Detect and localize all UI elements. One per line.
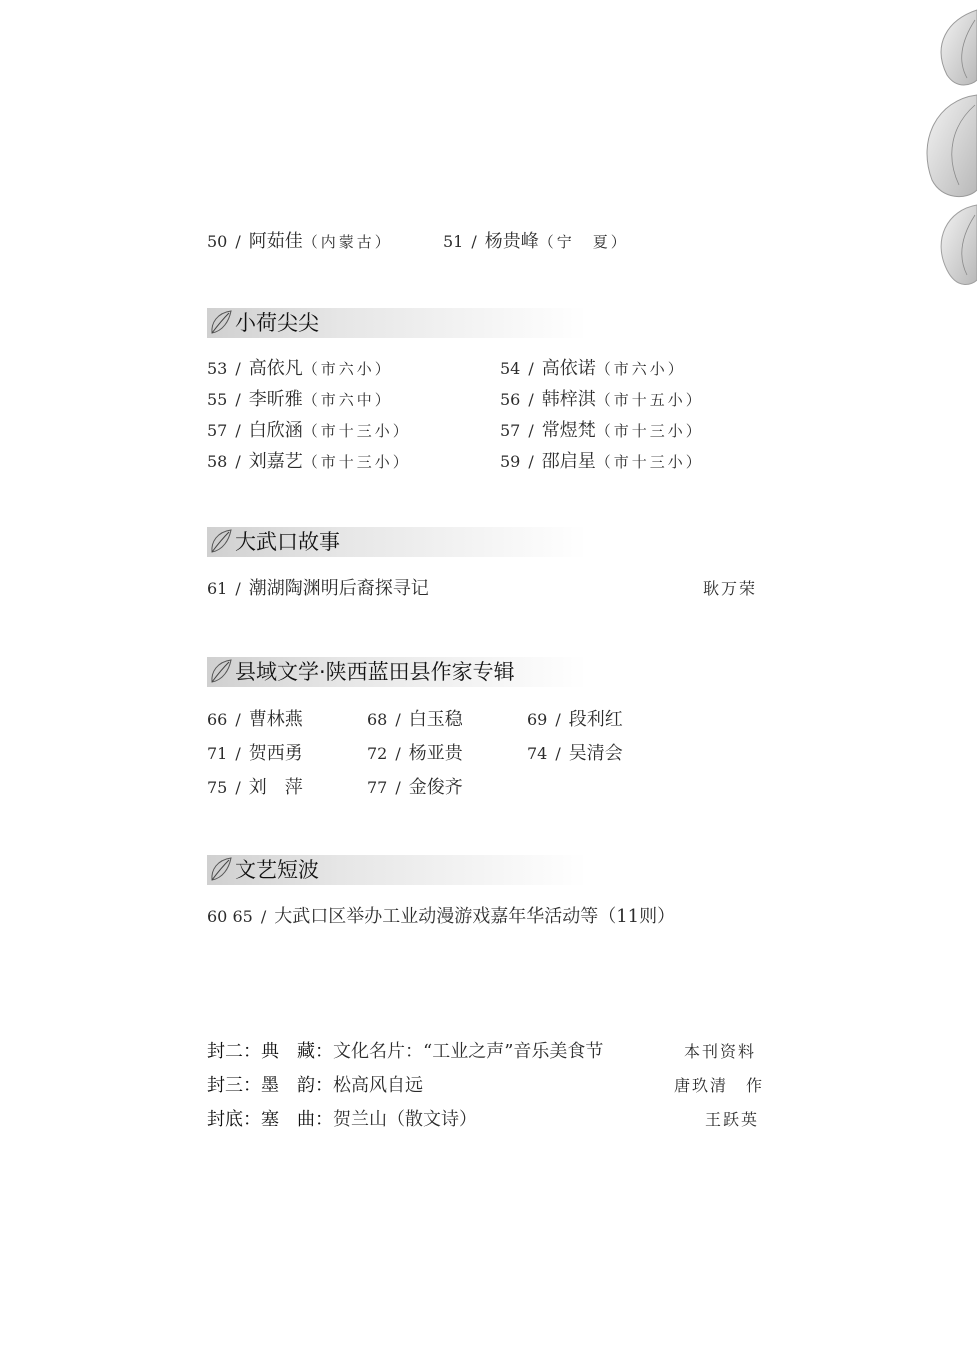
list-item[interactable] bbox=[367, 741, 463, 767]
author-name: 白玉稳 bbox=[408, 709, 463, 730]
page-number: 60 65 bbox=[207, 907, 253, 926]
author-name: 贺西勇 bbox=[248, 743, 303, 764]
separator: / bbox=[235, 390, 241, 409]
list-item[interactable] bbox=[207, 418, 411, 444]
page-number: 71 bbox=[207, 744, 228, 763]
separator: / bbox=[555, 744, 561, 763]
section-title: 县域文学·陕西蓝田县作家专辑 bbox=[235, 660, 515, 684]
author-name: 常煜梵 bbox=[541, 420, 596, 441]
cover-label: 封底：塞 曲： bbox=[207, 1109, 333, 1130]
article-title: 潮湖陶渊明后裔探寻记 bbox=[248, 578, 429, 599]
author-name: 白欣涵 bbox=[248, 420, 303, 441]
list-item[interactable] bbox=[207, 904, 675, 930]
separator: / bbox=[235, 452, 241, 471]
cover-label: 封三：墨 韵： bbox=[207, 1075, 333, 1096]
affiliation: （市六中） bbox=[302, 391, 393, 409]
page-number: 68 bbox=[367, 710, 388, 729]
leaf-icon bbox=[209, 528, 233, 554]
page-number: 56 bbox=[500, 390, 521, 409]
author-name: 杨贵峰 bbox=[484, 231, 539, 252]
list-item[interactable] bbox=[207, 576, 429, 602]
author-name: 金俊齐 bbox=[408, 777, 463, 798]
cover-label: 封二：典 藏： bbox=[207, 1041, 333, 1062]
author-name: 杨亚贵 bbox=[408, 743, 463, 764]
list-item[interactable] bbox=[207, 775, 303, 801]
section-title: 大武口故事 bbox=[235, 530, 340, 554]
section-header-wenyi bbox=[207, 855, 587, 885]
list-item[interactable] bbox=[207, 387, 393, 413]
section-title: 文艺短波 bbox=[235, 858, 319, 882]
affiliation: （市十三小） bbox=[302, 422, 411, 440]
affiliation: （市六小） bbox=[595, 360, 686, 378]
separator: / bbox=[395, 778, 401, 797]
page-number: 57 bbox=[500, 421, 521, 440]
list-item[interactable] bbox=[207, 356, 393, 382]
article-title: 大武口区举办工业动漫游戏嘉年华活动等（11则） bbox=[274, 906, 676, 927]
separator: / bbox=[395, 744, 401, 763]
page-number: 66 bbox=[207, 710, 228, 729]
separator: / bbox=[235, 744, 241, 763]
author-name: 阿茹佳 bbox=[248, 231, 303, 252]
page-number: 57 bbox=[207, 421, 228, 440]
author-name: 刘 萍 bbox=[248, 777, 303, 798]
list-item[interactable] bbox=[500, 356, 686, 382]
page-number: 59 bbox=[500, 452, 521, 471]
list-item[interactable] bbox=[500, 387, 704, 413]
author-name: 李昕雅 bbox=[248, 389, 303, 410]
leaf-icon bbox=[209, 856, 233, 882]
page-number: 55 bbox=[207, 390, 228, 409]
list-item[interactable] bbox=[500, 449, 704, 475]
cover-title: 松高风自远 bbox=[333, 1075, 423, 1096]
list-item[interactable] bbox=[207, 449, 411, 475]
list-item[interactable] bbox=[500, 418, 704, 444]
affiliation: （市十三小） bbox=[302, 453, 411, 471]
separator: / bbox=[260, 907, 267, 926]
page-number: 75 bbox=[207, 778, 228, 797]
list-item[interactable] bbox=[207, 741, 303, 767]
affiliation: （市十三小） bbox=[595, 422, 704, 440]
separator: / bbox=[235, 232, 241, 251]
author-name: 吴清会 bbox=[568, 743, 623, 764]
author-name: 邵启星 bbox=[541, 451, 596, 472]
separator: / bbox=[528, 421, 534, 440]
section-header-dawukou bbox=[207, 527, 587, 557]
affiliation: （市十五小） bbox=[595, 391, 704, 409]
cover-author: 王跃英 bbox=[705, 1110, 760, 1129]
section-header-xianyu bbox=[207, 657, 587, 687]
leaf-illustration bbox=[877, 0, 977, 330]
section-title: 小荷尖尖 bbox=[235, 311, 319, 335]
cover-title: 贺兰山（散文诗） bbox=[333, 1109, 477, 1130]
author-name: 韩梓淇 bbox=[541, 389, 596, 410]
author-name: 曹林燕 bbox=[248, 709, 303, 730]
separator: / bbox=[528, 359, 534, 378]
page-number: 61 bbox=[207, 579, 228, 598]
separator: / bbox=[555, 710, 561, 729]
separator: / bbox=[235, 778, 241, 797]
separator: / bbox=[235, 359, 241, 378]
cover-author: 唐玖清 作 bbox=[674, 1076, 765, 1095]
page-number: 77 bbox=[367, 778, 388, 797]
section-header-xiaohe bbox=[207, 308, 587, 338]
cover-credit[interactable] bbox=[207, 1073, 423, 1099]
list-item[interactable] bbox=[207, 707, 303, 733]
cover-credit[interactable] bbox=[207, 1107, 477, 1133]
cover-title: 文化名片：“工业之声”音乐美食节 bbox=[333, 1041, 604, 1062]
affiliation: （内蒙古） bbox=[302, 233, 393, 251]
list-item[interactable] bbox=[527, 741, 623, 767]
page-number: 58 bbox=[207, 452, 228, 471]
affiliation: （市六小） bbox=[302, 360, 393, 378]
affiliation: （宁 夏） bbox=[538, 233, 629, 251]
page-number: 51 bbox=[443, 232, 464, 251]
page-number: 53 bbox=[207, 359, 228, 378]
list-item[interactable] bbox=[367, 775, 463, 801]
author-name: 刘嘉艺 bbox=[248, 451, 303, 472]
list-item[interactable] bbox=[527, 707, 623, 733]
list-item[interactable] bbox=[367, 707, 463, 733]
page-number: 74 bbox=[527, 744, 548, 763]
separator: / bbox=[528, 390, 534, 409]
separator: / bbox=[235, 421, 241, 440]
list-item[interactable] bbox=[443, 229, 629, 255]
separator: / bbox=[471, 232, 477, 251]
page-number: 69 bbox=[527, 710, 548, 729]
separator: / bbox=[395, 710, 401, 729]
page-number: 50 bbox=[207, 232, 228, 251]
separator: / bbox=[235, 579, 241, 598]
cover-credit[interactable] bbox=[207, 1039, 603, 1065]
article-author: 耿万荣 bbox=[703, 579, 758, 598]
separator: / bbox=[235, 710, 241, 729]
affiliation: （市十三小） bbox=[595, 453, 704, 471]
list-item[interactable] bbox=[207, 229, 393, 255]
page-number: 54 bbox=[500, 359, 521, 378]
page-number: 72 bbox=[367, 744, 388, 763]
author-name: 高依凡 bbox=[248, 358, 303, 379]
author-name: 高依诺 bbox=[541, 358, 596, 379]
cover-author: 本刊资料 bbox=[684, 1042, 757, 1061]
author-name: 段利红 bbox=[568, 709, 623, 730]
separator: / bbox=[528, 452, 534, 471]
leaf-icon bbox=[209, 658, 233, 684]
leaf-icon bbox=[209, 309, 233, 335]
